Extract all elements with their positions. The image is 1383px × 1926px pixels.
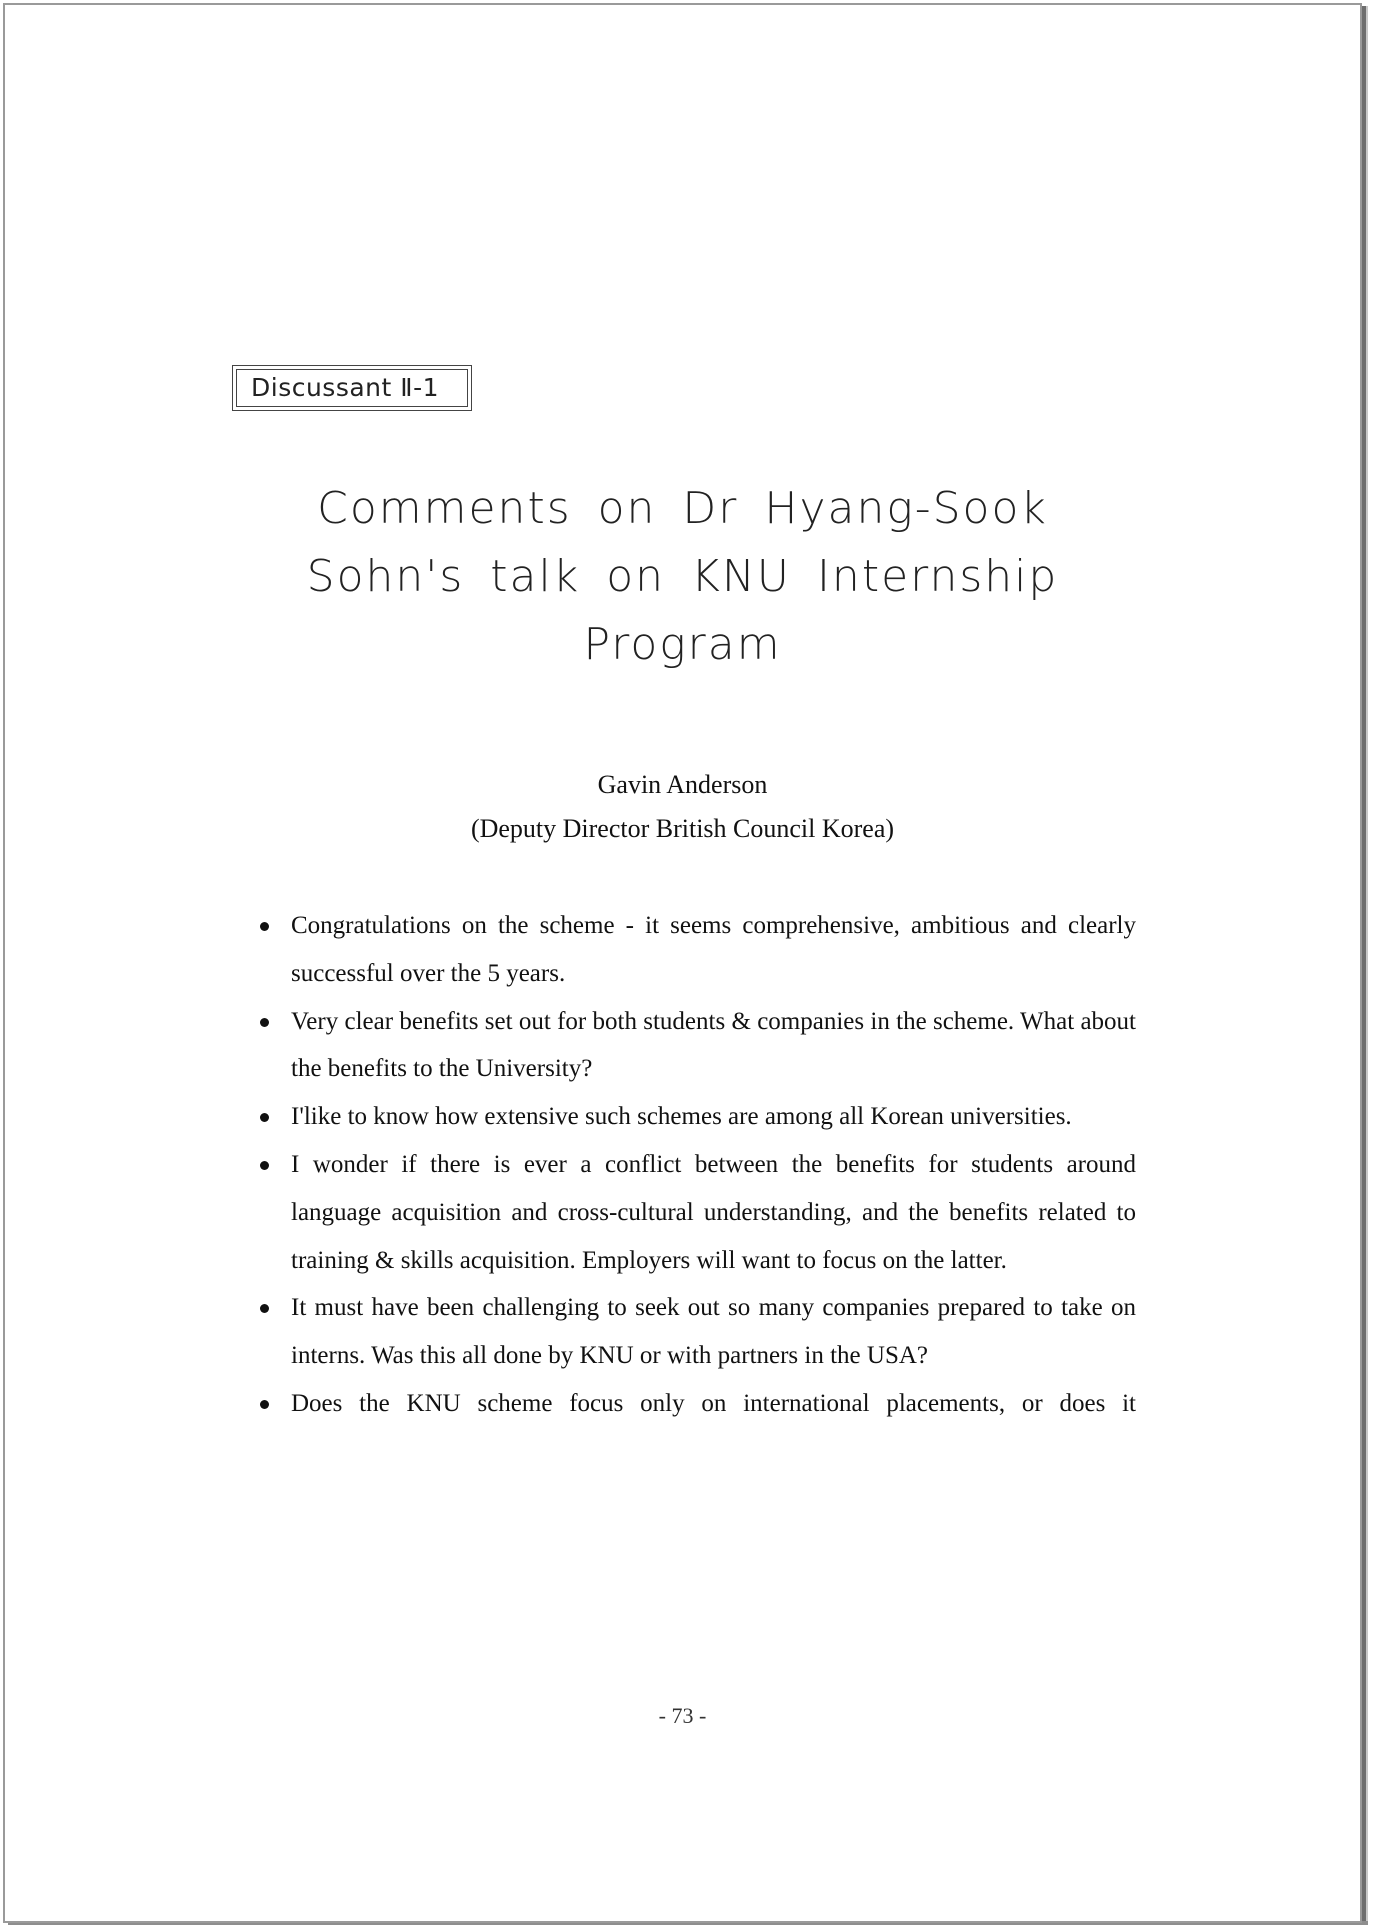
list-item-text: It must have been challenging to seek out so many companies prepared to take on interns. Was this all done by KNU or with partners in the USA?: [291, 1294, 1136, 1370]
title-line-3: Program: [583, 619, 782, 670]
bullet-icon: [260, 1113, 269, 1122]
list-item: [260, 1093, 1136, 1141]
list-item: [260, 902, 1136, 998]
title-line-2: Sohn's talk on KNU Internship: [306, 551, 1059, 602]
list-item: [260, 1284, 1136, 1380]
section-badge: [232, 365, 472, 411]
list-item: [260, 1380, 1136, 1428]
list-item-text: I'like to know how extensive such schemes are among all Korean universities.: [291, 1103, 1072, 1131]
author-affiliation: (Deputy Director British Council Korea): [470, 814, 895, 843]
page-shadow-highlight: [1366, 6, 1368, 1924]
list-item-text: Very clear benefits set out for both students & companies in the scheme. What about the benefits to the University?: [291, 1007, 1136, 1083]
bullet-icon: [260, 1304, 269, 1313]
author-name: Gavin Anderson: [597, 770, 768, 799]
bullet-icon: [260, 1400, 269, 1409]
list-item-text: Congratulations on the scheme - it seems comprehensive, ambitious and clearly successful over the 5 years.: [291, 912, 1136, 987]
document-page: [3, 3, 1362, 1923]
author-block: [5, 763, 1360, 851]
list-item-text: I wonder if there is ever a conflict between the benefits for students around language acquisition and cross-cultural understanding, and the benefits related to training & skills acquisition. Employers will want to focus on the latter.: [291, 1150, 1136, 1274]
list-item: [260, 998, 1136, 1094]
page-number: - 73 -: [658, 1703, 707, 1728]
document-title: [5, 475, 1360, 679]
list-item: [260, 1141, 1136, 1284]
section-badge-label: Discussant Ⅱ-1: [236, 369, 468, 407]
bullet-icon: [260, 1161, 269, 1170]
title-line-1: Comments on Dr Hyang-Sook: [317, 483, 1048, 534]
bullet-icon: [260, 922, 269, 931]
comment-list: [260, 902, 1136, 1428]
bullet-icon: [260, 1018, 269, 1027]
list-item-text: Does the KNU scheme focus only on international placements, or does it: [291, 1389, 1136, 1417]
